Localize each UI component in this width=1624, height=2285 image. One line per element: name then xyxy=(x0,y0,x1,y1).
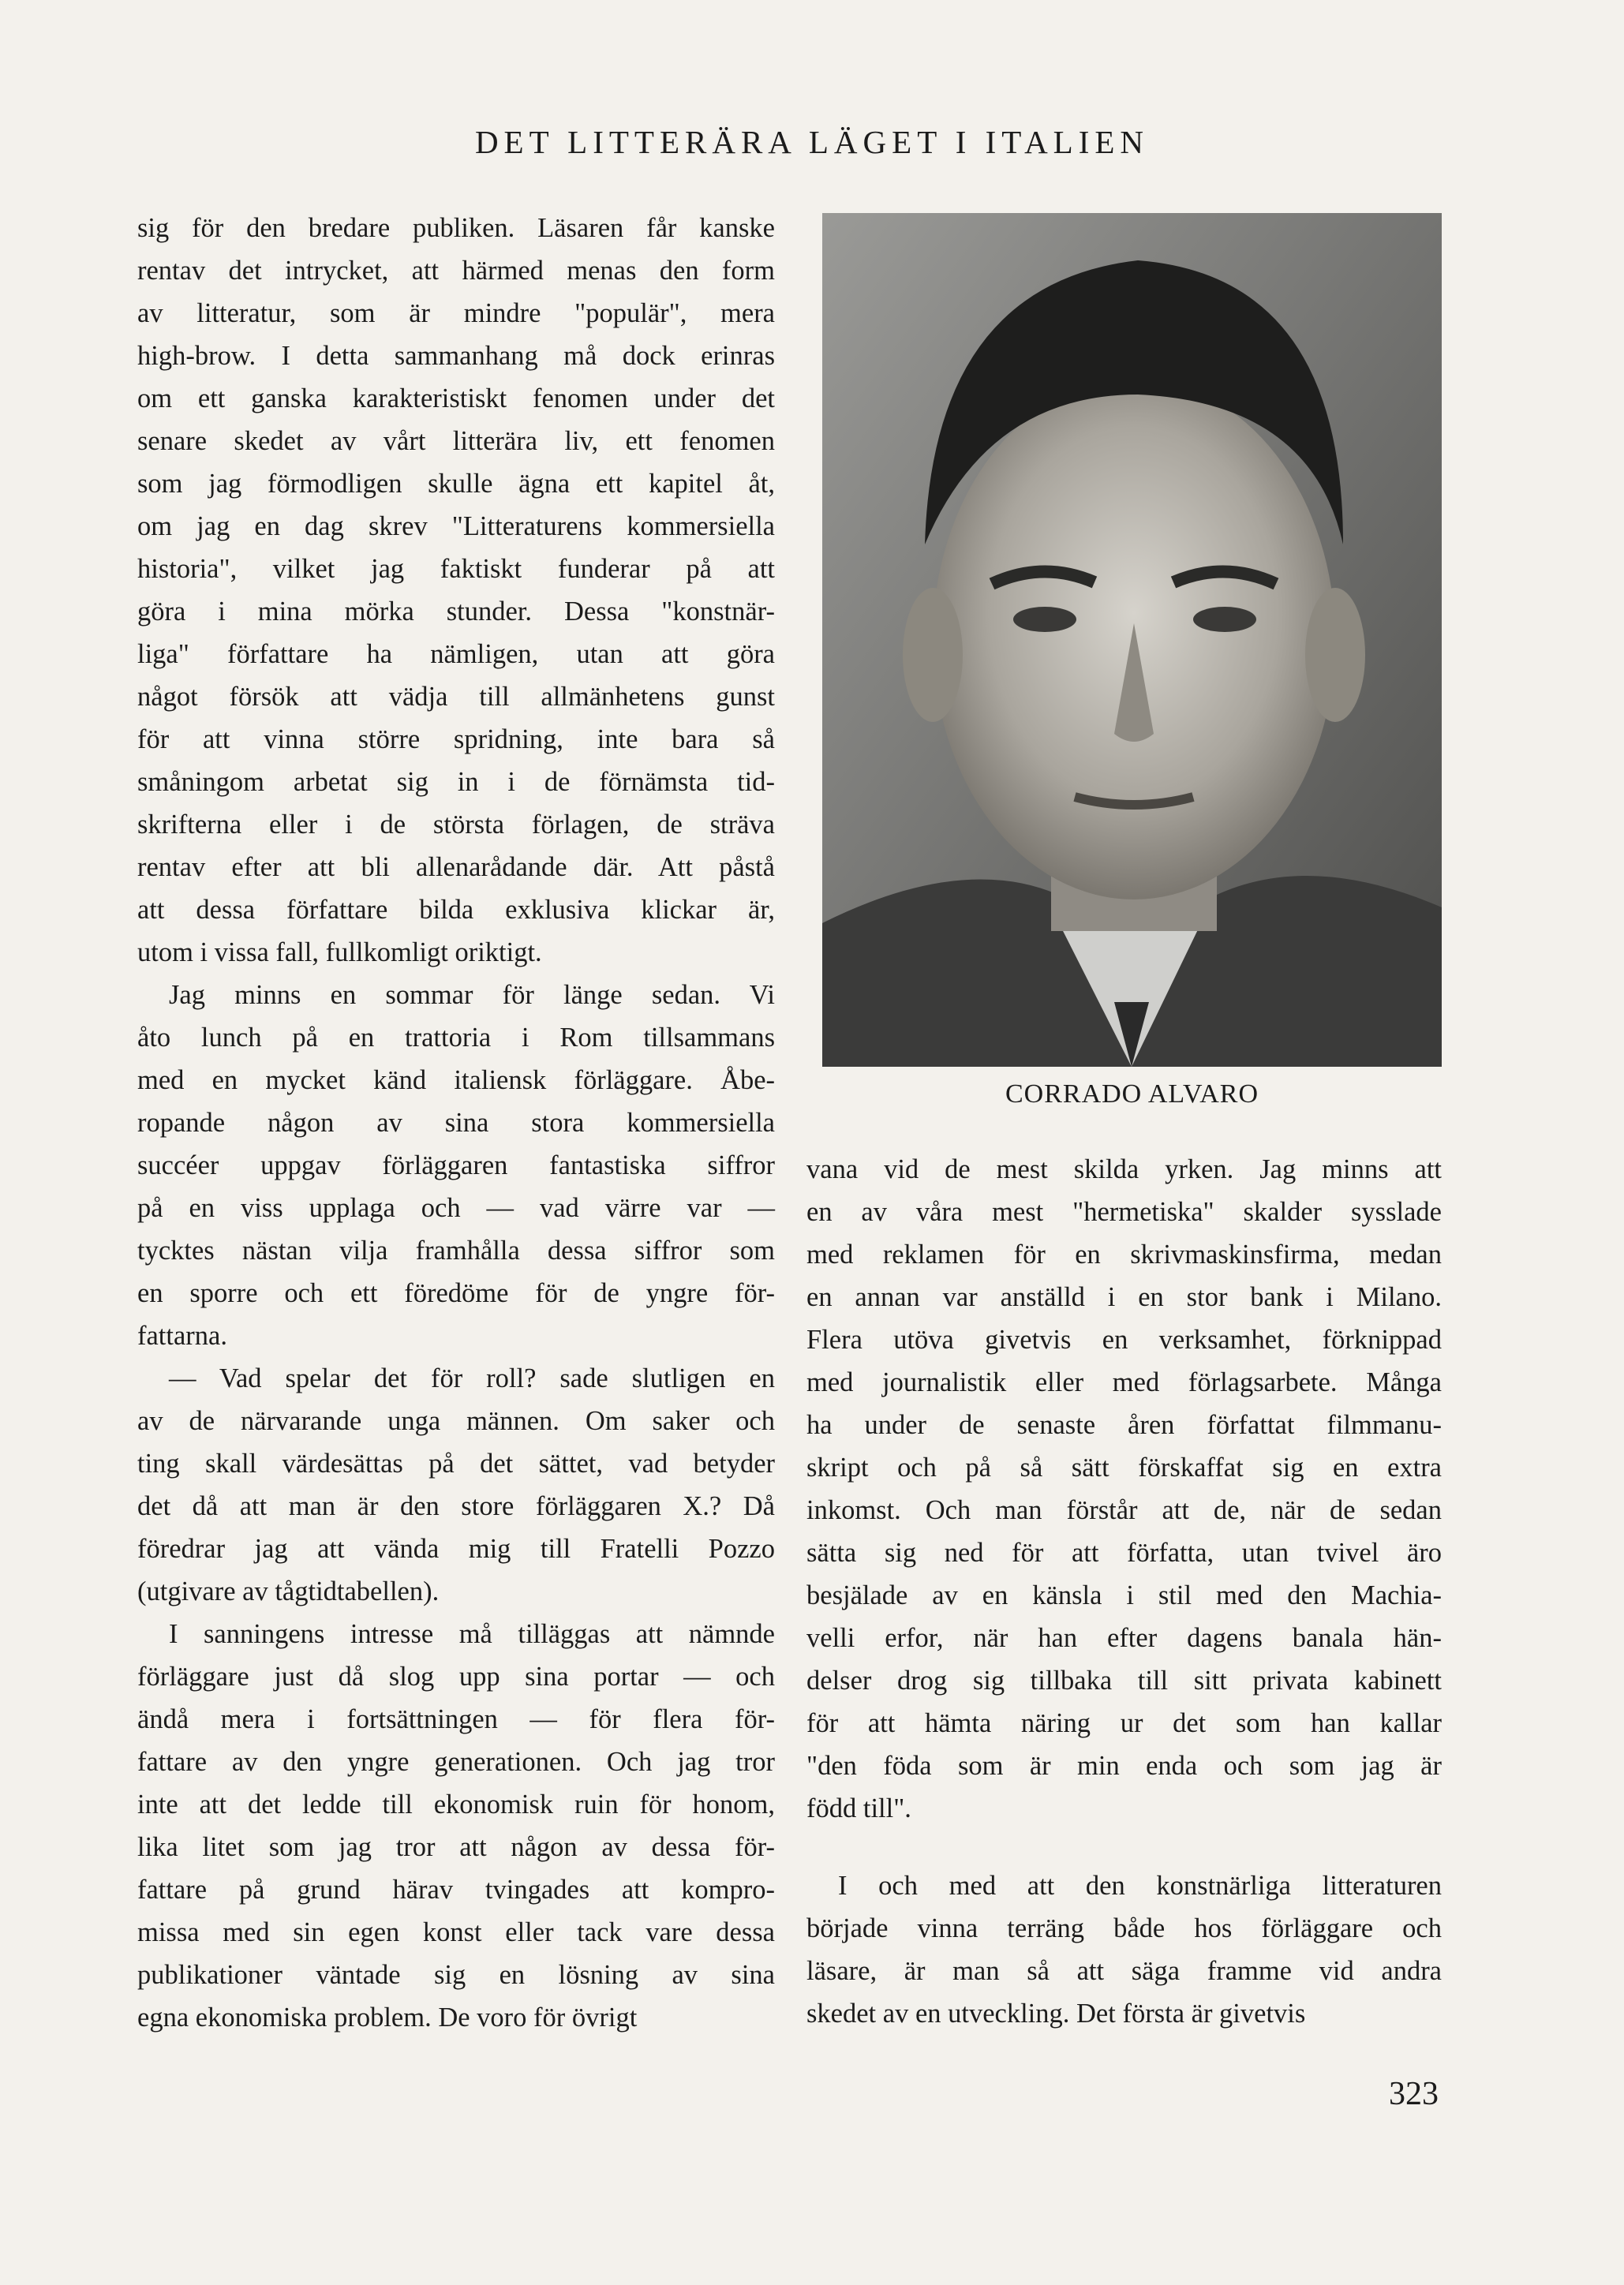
text-line: delser drog sig tillbaka till sitt privata kabinett xyxy=(806,1666,1442,1696)
text-line: med reklamen för en skrivmaskinsfirma, medan xyxy=(806,1240,1442,1270)
text-line: ting skall värdesättas på det sättet, vad betyder xyxy=(137,1449,775,1479)
text-line: ha under de senaste åren författat filmmanu- xyxy=(806,1410,1442,1440)
text-line: föredrar jag att vända mig till Fratelli Pozzo xyxy=(137,1534,775,1564)
text-line: rentav det intrycket, att härmed menas den form xyxy=(137,256,775,286)
text-line: ropande någon av sina stora kommersiella xyxy=(137,1108,775,1138)
text-line: rentav efter att bli allenarådande där. Att påstå xyxy=(137,852,775,882)
text-line: utom i vissa fall, fullkomligt oriktigt. xyxy=(137,937,542,967)
text-line: succéer uppgav förläggaren fantastiska siffror xyxy=(137,1150,775,1180)
text-line: sätta sig ned för att författa, utan tvivel äro xyxy=(806,1538,1442,1568)
text-line: skedet av en utveckling. Det första är givetvis xyxy=(806,1999,1306,2029)
text-line: "den föda som är min enda och som jag är xyxy=(806,1751,1442,1781)
text-line: åto lunch på en trattoria i Rom tillsammans xyxy=(137,1023,775,1053)
photo-caption: CORRADO ALVARO xyxy=(1005,1079,1259,1109)
text-line: tycktes nästan vilja framhålla dessa siffror som xyxy=(137,1236,775,1266)
text-line: lika litet som jag tror att någon av dessa för- xyxy=(137,1832,775,1862)
text-line: fattare av den yngre generationen. Och jag tror xyxy=(137,1747,775,1777)
text-line: senare skedet av vårt litterära liv, ett fenomen xyxy=(137,426,775,456)
text-line: som jag förmodligen skulle ägna ett kapitel åt, xyxy=(137,469,775,499)
text-line: av litteratur, som är mindre "populär", mera xyxy=(137,298,775,328)
text-line: egna ekonomiska problem. De voro för övrigt xyxy=(137,2003,638,2033)
text-line: velli erfor, när han efter dagens banala hän- xyxy=(806,1623,1442,1653)
text-line: göra i mina mörka stunder. Dessa "konstnär- xyxy=(137,596,775,626)
text-line: det då att man är den store förläggaren X.? Då xyxy=(137,1491,775,1521)
text-line: med journalistik eller med förlagsarbete. Många xyxy=(806,1367,1442,1397)
text-line: skrifterna eller i de största förlagen, de sträva xyxy=(137,810,775,840)
text-line: high-brow. I detta sammanhang må dock erinras xyxy=(137,341,775,371)
text-line: om ett ganska karakteristiskt fenomen under det xyxy=(137,383,775,413)
text-line: sig för den bredare publiken. Läsaren får kanske xyxy=(137,213,775,243)
text-line: en av våra mest "hermetiska" skalder sysslade xyxy=(806,1197,1442,1227)
text-line: I och med att den konstnärliga litteraturen xyxy=(838,1871,1442,1901)
text-line: om jag en dag skrev "Litteraturens kommersiella xyxy=(137,511,775,541)
text-line: på en viss upplaga och — vad värre var — xyxy=(137,1193,775,1223)
portrait-image xyxy=(822,213,1442,1067)
running-head: DET LITTERÄRA LÄGET I ITALIEN xyxy=(474,124,1150,160)
text-line: för att hämta näring ur det som han kallar xyxy=(806,1708,1442,1738)
text-line: för att vinna större spridning, inte bara så xyxy=(137,724,775,754)
text-line: började vinna terräng både hos förläggare och xyxy=(806,1913,1442,1943)
text-line: född till". xyxy=(806,1793,911,1823)
page-number: 323 xyxy=(1389,2076,1439,2112)
text-line: förläggare just då slog upp sina portar — och xyxy=(137,1662,775,1692)
text-line: missa med sin egen konst eller tack vare dessa xyxy=(137,1917,775,1947)
text-line: Jag minns en sommar för länge sedan. Vi xyxy=(169,980,775,1010)
text-line: inte att det ledde till ekonomisk ruin för honom, xyxy=(137,1789,775,1819)
text-line: publikationer väntade sig en lösning av sina xyxy=(137,1960,775,1990)
text-line: en annan var anställd i en stor bank i Milano. xyxy=(806,1282,1442,1312)
text-line: fattare på grund härav tvingades att kompro- xyxy=(137,1875,775,1905)
left-column xyxy=(137,207,775,2039)
text-line: skript och på så sätt förskaffat sig en extra xyxy=(806,1453,1442,1483)
text-line: liga" författare ha nämligen, utan att göra xyxy=(137,639,775,669)
text-line: något försök att vädja till allmänhetens gunst xyxy=(137,682,775,712)
text-line: I sanningens intresse må tilläggas att nämnde xyxy=(169,1619,775,1649)
text-line: med en mycket känd italiensk förläggare. Åbe- xyxy=(137,1065,775,1095)
text-line: att dessa författare bilda exklusiva klickar är, xyxy=(137,895,775,925)
text-line: av de närvarande unga männen. Om saker och xyxy=(137,1406,775,1436)
text-line: läsare, är man så att säga framme vid andra xyxy=(806,1956,1442,1986)
text-line: Flera utöva givetvis en verksamhet, förknippad xyxy=(806,1325,1442,1355)
author-portrait xyxy=(822,213,1442,1067)
text-line: fattarna. xyxy=(137,1321,227,1351)
text-line: inkomst. Och man förstår att de, när de sedan xyxy=(806,1495,1442,1525)
text-line: — Vad spelar det för roll? sade slutligen en xyxy=(169,1363,775,1393)
right-column xyxy=(806,1148,1442,2035)
text-line: ändå mera i fortsättningen — för flera för- xyxy=(137,1704,775,1734)
text-line: en sporre och ett föredöme för de yngre för- xyxy=(137,1278,775,1308)
text-line: historia", vilket jag faktiskt funderar på att xyxy=(137,554,775,584)
text-line: vana vid de mest skilda yrken. Jag minns att xyxy=(806,1154,1442,1184)
text-line: småningom arbetat sig in i de förnämsta tid- xyxy=(137,767,775,797)
text-line: besjälade av en känsla i stil med den Machia- xyxy=(806,1580,1442,1610)
text-line: (utgivare av tågtidtabellen). xyxy=(137,1576,440,1606)
